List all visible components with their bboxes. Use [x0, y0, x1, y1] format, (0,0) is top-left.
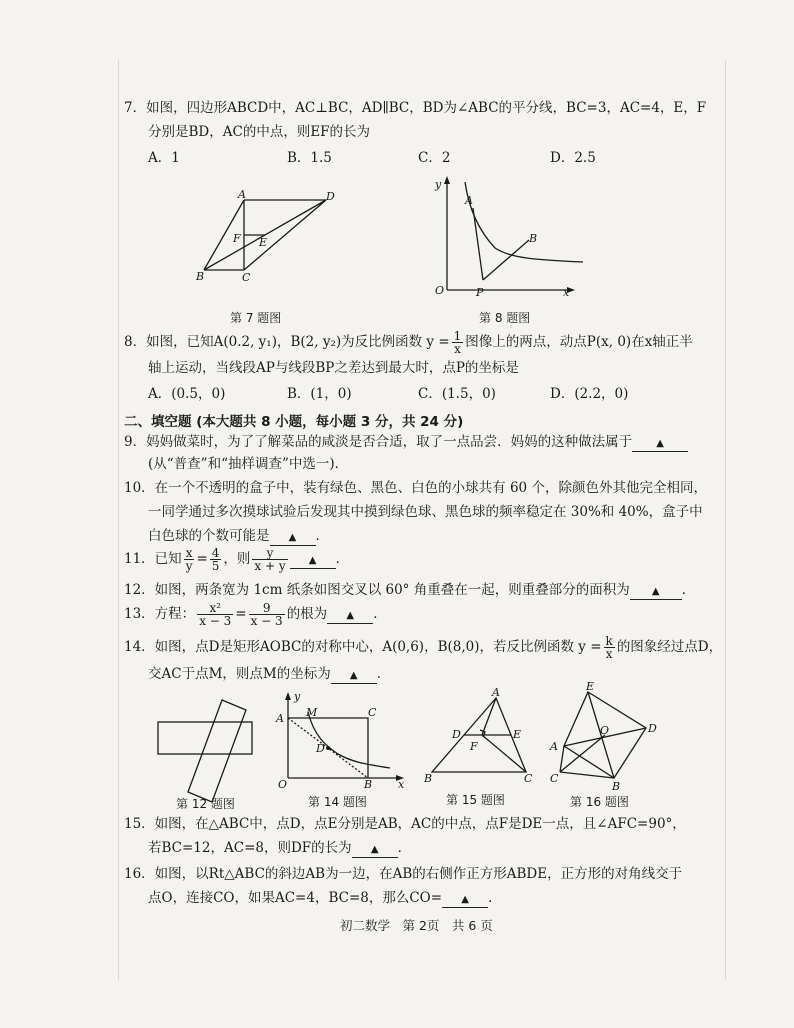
fig16-label-e: E	[586, 682, 595, 693]
q14-frac-den: x	[605, 647, 613, 661]
q15-line1: 15．如图，在△ABC中，点D，点E分别是AB，AC的中点，点F是DE一点，且∠AFC=90°，	[124, 816, 686, 832]
q8-line1-b: 图像上的两点，动点P(x, 0)在x轴正半	[465, 334, 693, 350]
fig16-label-o: O	[600, 724, 610, 737]
q8-line1	[124, 330, 693, 355]
q14-line2	[148, 664, 390, 684]
q8-option-b: B．(1，0)	[287, 386, 352, 402]
fig15-label-d: D	[452, 728, 461, 741]
q11-mid: ，则	[223, 551, 251, 567]
q13-mid: 的根为	[286, 606, 328, 622]
q11-frac-2	[210, 547, 222, 572]
figure-15	[420, 688, 540, 812]
fig8-label-y: y	[435, 178, 442, 191]
q11-line	[124, 546, 349, 572]
q16-line2	[148, 888, 502, 908]
q10-line3: 白色球的个数可能是 ▲ ．	[148, 528, 329, 544]
q8-fraction	[452, 330, 464, 355]
section-2-title: 二、填空题 (本大题共 8 小题，每小题 3 分，共 24 分)	[124, 414, 464, 430]
q9-line1	[124, 432, 688, 452]
fig14-label-y: y	[294, 690, 301, 703]
fig16-label-d: D	[648, 722, 657, 735]
q11-f1-num: x	[185, 546, 193, 560]
q14-line1-a: 14．如图，点D是矩形AOBC的对称中心，A(0,6)，B(8,0)，若反比例函数 y =	[124, 639, 602, 655]
fig15-label-c: C	[524, 772, 533, 785]
figure-7	[186, 180, 356, 330]
q7-option-a: A．1	[148, 150, 180, 166]
q15-suffix: ．	[397, 840, 412, 856]
fig16-label-a: A	[550, 740, 558, 753]
fig7-label-a: A	[238, 188, 246, 201]
fig8-label-x: x	[563, 286, 570, 299]
fig7-label-b: B	[196, 270, 205, 283]
q10-answer-blank: ▲	[270, 531, 316, 546]
figure-14	[272, 690, 412, 812]
q11-frac-1	[184, 547, 195, 572]
q9-text: 9．妈妈做菜时，为了了解菜品的咸淡是否合适，取了一点品尝．妈妈的这种做法属于	[124, 434, 633, 450]
q13-suffix: ．	[373, 606, 387, 622]
q12-text: 12．如图，两条宽为 1cm 纸条如图交叉以 60° 角重叠在一起，则重叠部分的面积为	[124, 582, 630, 598]
q11-f2-num: 4	[211, 546, 220, 560]
q13-frac-2	[249, 602, 285, 627]
fig14-label-o: O	[278, 778, 288, 791]
q9-answer-blank: ▲	[632, 437, 688, 452]
q14-suffix: ．	[376, 666, 391, 682]
q15-answer-blank: ▲	[352, 843, 398, 858]
q16-line2-text: 点O，连接CO，如果AC=4，BC=8，那么CO=	[148, 890, 443, 906]
q8-frac-den: x	[454, 342, 461, 356]
fig8-label-b: B	[529, 232, 538, 245]
fig14-label-b: B	[364, 778, 373, 791]
fig14-label-a: A	[276, 712, 284, 725]
q15-line2	[148, 838, 411, 858]
q10-line1: 10．在一个不透明的盒子中，装有绿色、黑色、白色的小球共有 60 个，除颜色外其他完全相同，	[124, 480, 707, 496]
q14-line1-b: 的图象经过点D，	[616, 639, 723, 655]
q13-frac-1	[197, 602, 233, 627]
page-footer: 初二数学 第 2页 共 6 页	[340, 918, 493, 933]
q11-prefix: 11．已知	[124, 551, 182, 567]
q14-frac-num: k	[605, 634, 613, 648]
fig15-caption: 第 15 题图	[446, 793, 505, 807]
fig8-label-o: O	[435, 284, 445, 297]
q8-option-a: A．(0.5，0)	[148, 386, 226, 402]
figure-12	[150, 692, 260, 812]
fig16-caption: 第 16 题图	[570, 795, 629, 809]
q11-answer-blank: ▲	[290, 554, 336, 569]
fig14-label-d: D	[316, 742, 325, 755]
fig7-label-d: D	[326, 190, 335, 203]
q8-line2: 轴上运动，当线段AP与线段BP之差达到最大时，点P的坐标是	[148, 360, 519, 376]
q13-f2-den: x − 3	[250, 614, 283, 628]
fig14-caption: 第 14 题图	[308, 795, 367, 809]
q14-answer-blank: ▲	[331, 669, 377, 684]
fig8-label-p: P	[476, 286, 484, 299]
q14-line2-text: 交AC于点M，则点M的坐标为	[148, 666, 331, 682]
fig14-label-m: M	[306, 706, 318, 719]
fig16-label-c: C	[550, 772, 559, 785]
q11-f1-den: y	[185, 559, 193, 573]
q13-prefix: 13．方程：	[124, 606, 196, 622]
q7-option-c: C．2	[418, 150, 451, 166]
q13-f2-num: 9	[249, 602, 285, 615]
fig8-label-a: A	[465, 194, 473, 207]
figure-8	[425, 170, 590, 330]
fig12-caption: 第 12 题图	[176, 797, 235, 811]
fig15-label-b: B	[424, 772, 433, 785]
q16-answer-blank: ▲	[442, 893, 488, 908]
q12-suffix: ．	[681, 582, 696, 598]
figure-16	[548, 682, 668, 812]
q11-frac-3	[252, 547, 287, 572]
q14-fraction	[604, 635, 615, 660]
q7-option-d: D．2.5	[550, 150, 596, 166]
q13-line	[124, 600, 387, 628]
q10-line3-text: 白色球的个数可能是	[148, 528, 270, 544]
q8-line1-a: 8．如图，已知A(0.2, y₁)，B(2, y₂)为反比例函数 y =	[124, 334, 450, 350]
q12-line	[124, 580, 695, 600]
q11-f2-den: 5	[211, 559, 220, 573]
q8-frac-num: 1	[453, 329, 462, 343]
fig14-label-c: C	[368, 706, 377, 719]
q12-answer-blank: ▲	[630, 585, 682, 600]
fig7-label-c: C	[242, 271, 251, 284]
fig7-label-e: E	[259, 236, 268, 249]
q8-option-d: D．(2.2，0)	[550, 386, 629, 402]
q13-f1-num: x²	[197, 602, 233, 615]
fig15-label-e: E	[513, 728, 522, 741]
fig14-label-x: x	[398, 778, 405, 791]
q11-suffix: ．	[335, 551, 350, 567]
q16-suffix: ．	[488, 890, 502, 906]
q7-line1: 7．如图，四边形ABCD中，AC⊥BC，AD∥BC，BD为∠ABC的平分线，BC=3，AC=4，E，F	[124, 100, 707, 116]
q10-line2: 一同学通过多次摸球试验后发现其中摸到绿色球、黑色球的频率稳定在 30%和 40%，盒子中	[148, 504, 703, 520]
fig8-caption: 第 8 题图	[479, 311, 531, 325]
q8-option-c: C．(1.5，0)	[418, 386, 496, 402]
q15-line2-text: 若BC=12，AC=8，则DF的长为	[148, 840, 352, 856]
q11-eq: =	[196, 551, 208, 567]
q16-line1: 16．如图，以Rt△ABC的斜边AB为一边，在AB的右侧作正方形ABDE，正方形的对角线交于	[124, 866, 683, 882]
fig15-label-a: A	[492, 688, 500, 699]
q13-eq: =	[235, 606, 247, 622]
fig7-label-f: F	[233, 232, 241, 245]
fig15-label-f: F	[470, 740, 478, 753]
q7-line2: 分别是BD，AC的中点，则EF的长为	[148, 124, 371, 140]
fig16-label-b: B	[612, 780, 621, 793]
fig7-caption: 第 7 题图	[230, 311, 282, 325]
q14-line1	[124, 634, 722, 660]
q11-f3-num: y	[252, 547, 287, 560]
q13-f1-den: x − 3	[199, 614, 232, 628]
q7-option-b: B．1.5	[287, 150, 332, 166]
q9-line2: (从“普查”和“抽样调查”中选一)．	[148, 456, 349, 472]
q11-f3-den: x + y	[254, 559, 286, 573]
q13-answer-blank: ▲	[327, 609, 373, 624]
